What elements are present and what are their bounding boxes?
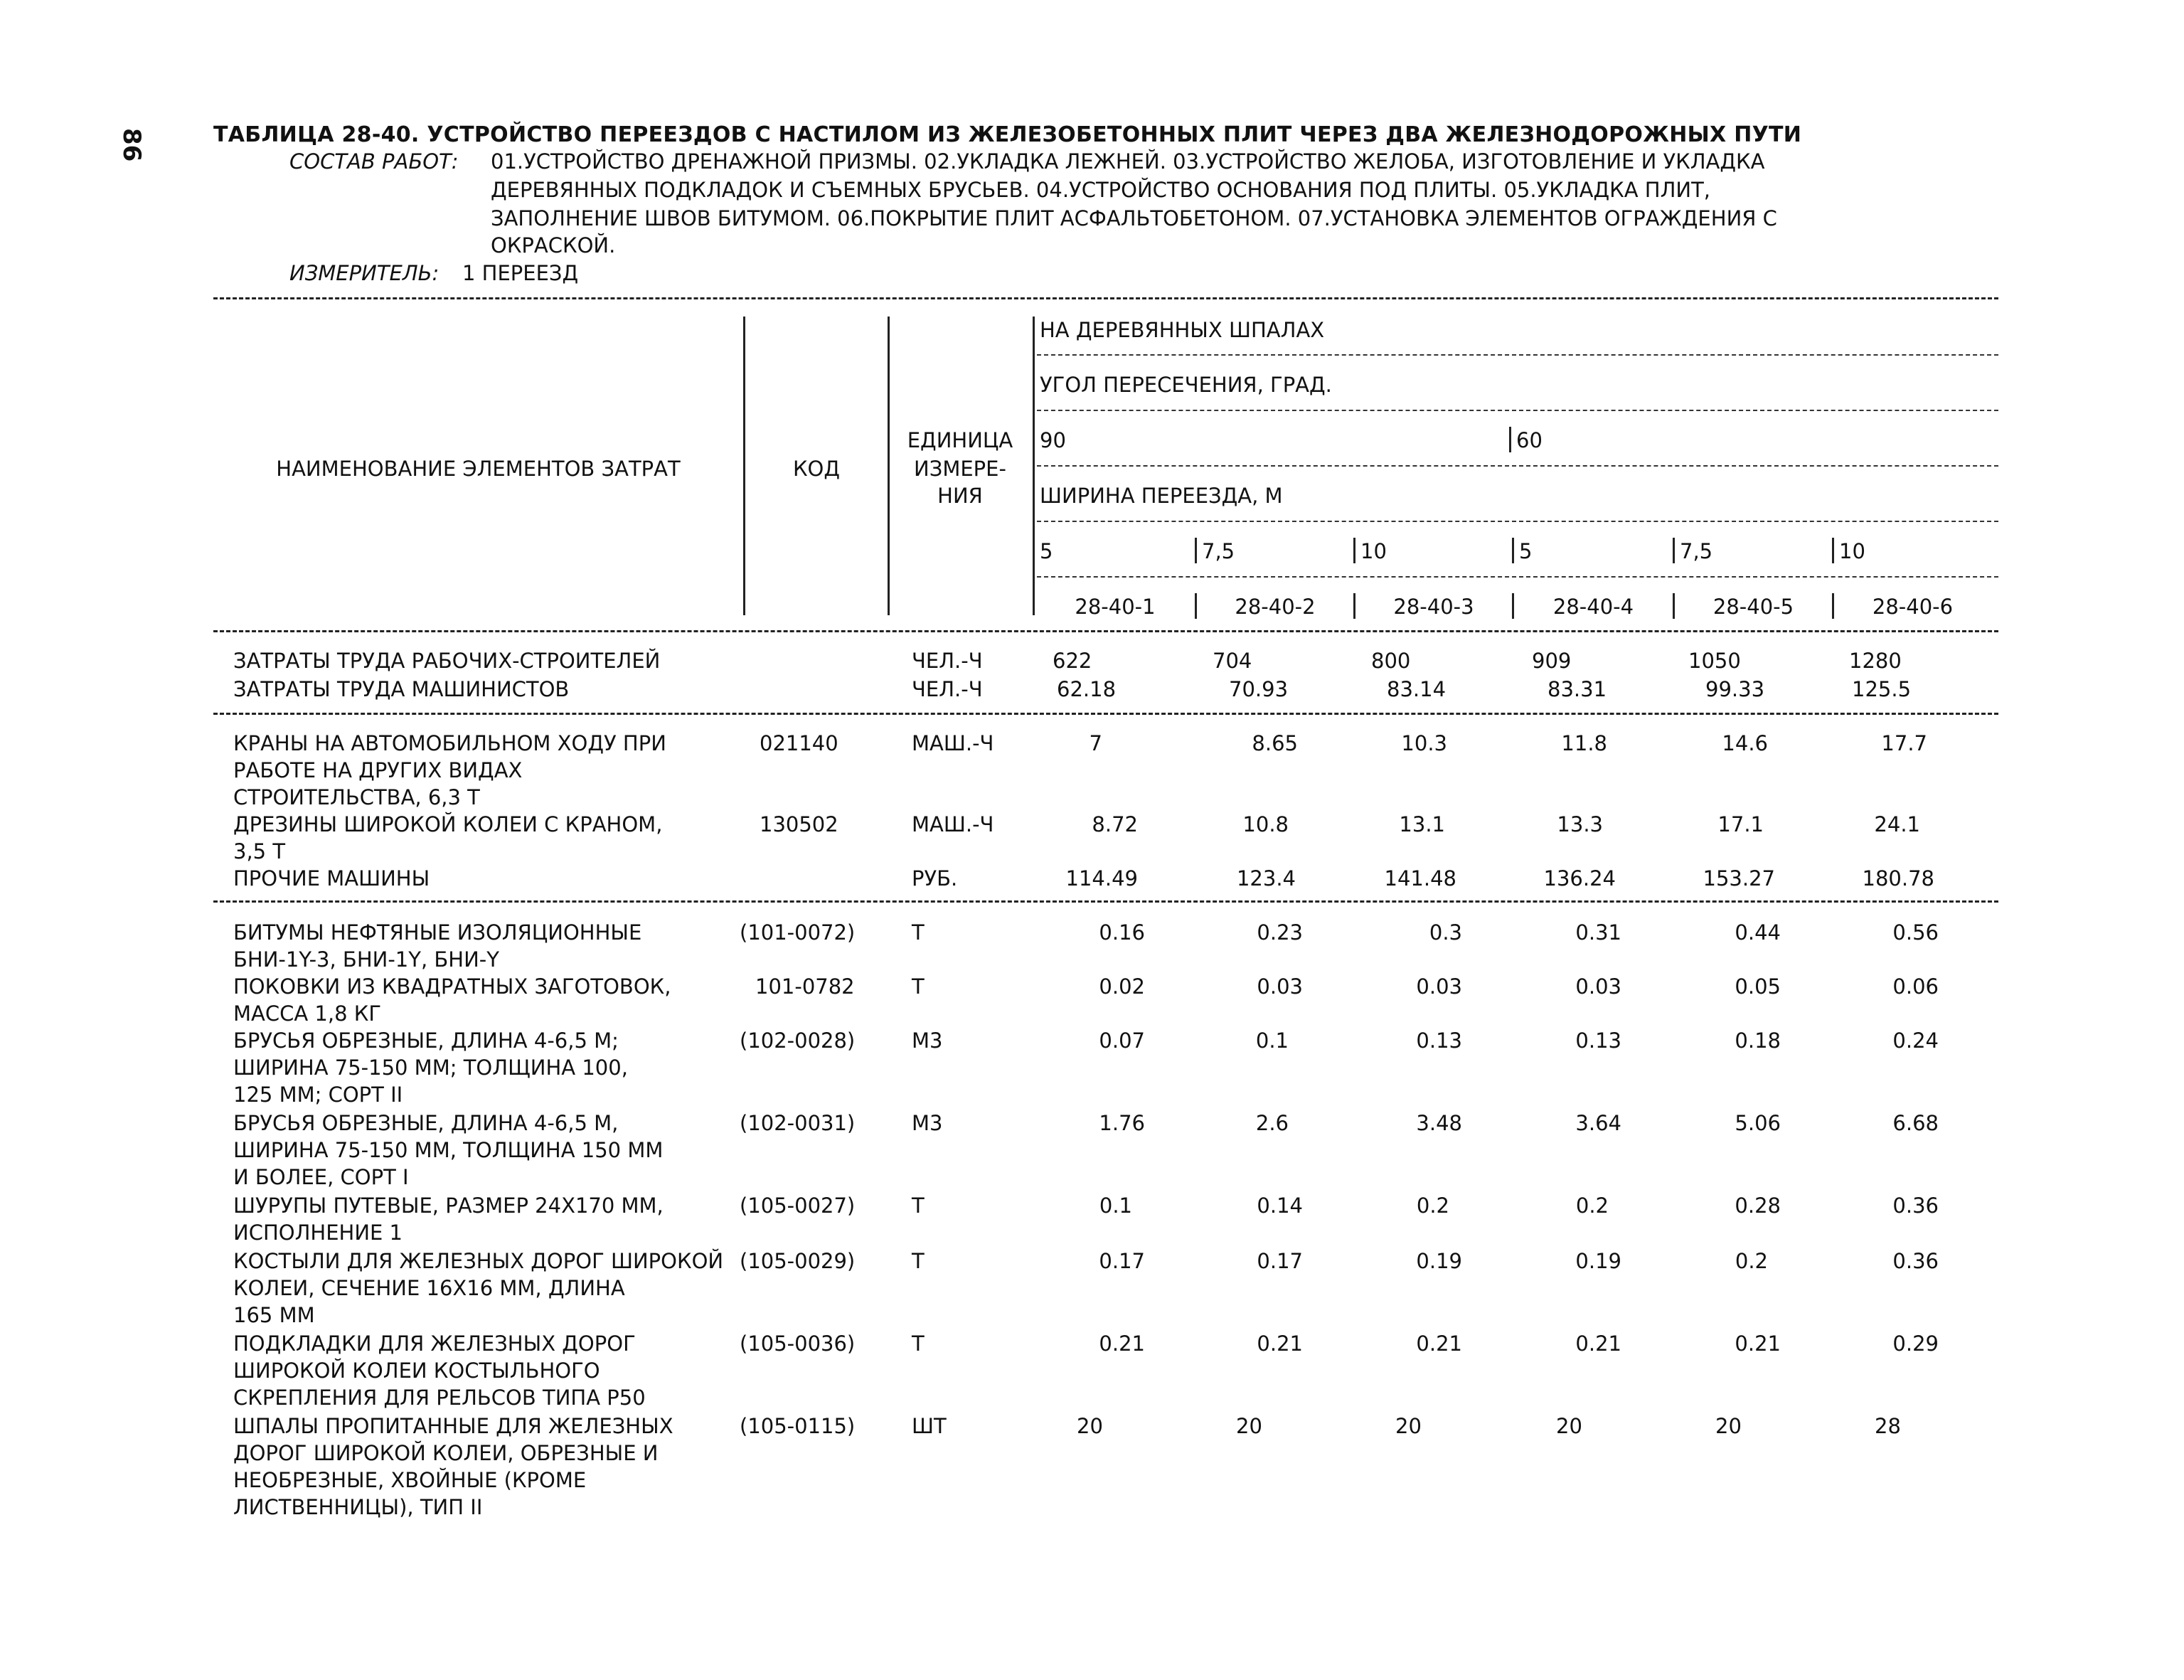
width-value-4: 5 [1519, 539, 1533, 563]
machine-row-value: 17.1 [1717, 812, 1764, 836]
material-row-value: 0.17 [1099, 1249, 1145, 1273]
material-row-code: (105-0115) [740, 1414, 856, 1438]
material-row-code: (105-0036) [740, 1331, 856, 1356]
material-row-value: 0.21 [1735, 1331, 1781, 1356]
width-divider-6 [1832, 538, 1834, 563]
header-unit-line-2: ИЗМЕРЕ- [914, 457, 1006, 481]
machine-row-value: 8.65 [1252, 731, 1298, 755]
header-bottom-rule [213, 630, 1998, 632]
width-divider-3 [1353, 538, 1355, 563]
machine-row-name: КРАНЫ НА АВТОМОБИЛЬНОМ ХОДУ ПРИ РАБОТЕ НА ДРУГИХ ВИДАХ СТРОИТЕЛЬСТВА, 6,3 Т [233, 731, 666, 809]
material-row-value: 2.6 [1255, 1111, 1289, 1135]
composition-line-3: ЗАПОЛНЕНИЕ ШВОВ БИТУМОМ. 06.ПОКРЫТИЕ ПЛИТ АСФАЛЬТОБЕТОНОМ. 07.УСТАНОВКА ЭЛЕМЕНТОВ ОГРАЖДЕНИЯ С [491, 206, 1777, 230]
labor-bottom-rule [213, 713, 1998, 715]
material-row-value: 0.21 [1257, 1331, 1303, 1356]
table-title: ТАБЛИЦА 28-40. УСТРОЙСТВО ПЕРЕЕЗДОВ С НАСТИЛОМ ИЗ ЖЕЛЕЗОБЕТОННЫХ ПЛИТ ЧЕРЕЗ ДВА ЖЕЛЕЗНОДОРОЖНЫХ ПУТИ [213, 122, 1802, 147]
composition-line-4: ОКРАСКОЙ. [491, 233, 616, 257]
material-row-value: 0.13 [1416, 1028, 1462, 1053]
machine-row-value: 180.78 [1862, 866, 1934, 890]
material-row-value: 20 [1236, 1414, 1262, 1438]
material-row-value: 0.1 [1255, 1028, 1289, 1053]
material-row-value: 0.03 [1575, 974, 1621, 999]
machine-row-value: 123.4 [1236, 866, 1296, 890]
material-row-name: БРУСЬЯ ОБРЕЗНЫЕ, ДЛИНА 4-6,5 М; ШИРИНА 75-150 ММ; ТОЛЩИНА 100, 125 ММ; СОРТ II [233, 1028, 628, 1107]
material-row-unit: ШТ [912, 1414, 947, 1438]
column-code-4: 28-40-4 [1552, 595, 1634, 619]
material-row-code: (105-0029) [740, 1249, 856, 1273]
width-value-3: 10 [1360, 539, 1387, 563]
column-code-2: 28-40-2 [1235, 595, 1316, 619]
header-angle-60: 60 [1516, 428, 1543, 452]
material-row-value: 3.64 [1575, 1111, 1621, 1135]
material-row-value: 28 [1875, 1414, 1901, 1438]
labor-row-name: ЗАТРАТЫ ТРУДА РАБОЧИХ-СТРОИТЕЛЕЙ [233, 649, 661, 673]
header-rule-2 [1037, 410, 1998, 411]
labor-row-value: 909 [1532, 649, 1572, 673]
machine-row-unit: МАШ.-Ч [912, 812, 994, 836]
machines-bottom-rule [213, 900, 1998, 903]
material-row-value: 0.14 [1257, 1193, 1303, 1218]
machine-row-unit: РУБ. [912, 866, 958, 890]
machine-row-value: 10.3 [1401, 731, 1447, 755]
labor-row-unit: ЧЕЛ.-Ч [912, 649, 983, 673]
labor-row-value: 800 [1371, 649, 1411, 673]
header-width: ШИРИНА ПЕРЕЕЗДА, М [1040, 484, 1283, 508]
header-unit-line-1: ЕДИНИЦА [907, 428, 1013, 452]
column-code-6: 28-40-6 [1872, 595, 1954, 619]
material-row-name: ПОКОВКИ ИЗ КВАДРАТНЫХ ЗАГОТОВОК, МАССА 1,8 КГ [233, 974, 671, 1026]
material-row-value: 0.28 [1735, 1193, 1781, 1218]
column-code-1: 28-40-1 [1075, 595, 1156, 619]
material-row-value: 0.18 [1735, 1028, 1781, 1053]
width-value-2: 7,5 [1202, 539, 1235, 563]
machine-row-value: 24.1 [1874, 812, 1920, 836]
material-row-value: 0.19 [1416, 1249, 1462, 1273]
material-row-value: 0.17 [1257, 1249, 1303, 1273]
material-row-code: (102-0031) [740, 1111, 856, 1135]
machine-row-value: 8.72 [1092, 812, 1138, 836]
labor-row-name: ЗАТРАТЫ ТРУДА МАШИНИСТОВ [233, 677, 570, 701]
material-row-unit: М3 [912, 1028, 943, 1053]
material-row-value: 1.76 [1099, 1111, 1145, 1135]
material-row-value: 0.05 [1735, 974, 1781, 999]
header-angle: УГОЛ ПЕРЕСЕЧЕНИЯ, ГРАД. [1040, 373, 1332, 397]
material-row-value: 0.13 [1575, 1028, 1621, 1053]
header-top-rule [213, 297, 1998, 299]
material-row-value: 0.2 [1416, 1193, 1449, 1218]
header-rule-1 [1037, 354, 1998, 356]
machine-row-value: 17.7 [1881, 731, 1927, 755]
width-divider-4 [1512, 538, 1514, 563]
page-number: 86 [117, 128, 146, 162]
labor-row-value: 62.18 [1057, 677, 1117, 701]
material-row-code: 101-0782 [755, 974, 855, 999]
material-row-value: 6.68 [1892, 1111, 1939, 1135]
header-angle-90: 90 [1040, 428, 1066, 452]
material-row-value: 20 [1715, 1414, 1742, 1438]
width-value-5: 7,5 [1680, 539, 1713, 563]
material-row-value: 0.36 [1892, 1249, 1939, 1273]
material-row-value: 0.1 [1099, 1193, 1132, 1218]
header-name-column: НАИМЕНОВАНИЕ ЭЛЕМЕНТОВ ЗАТРАТ [276, 457, 681, 481]
material-row-value: 0.03 [1416, 974, 1462, 999]
composition-label: СОСТАВ РАБОТ: [289, 149, 459, 174]
machine-row-name: ПРОЧИЕ МАШИНЫ [233, 866, 430, 890]
machine-row-value: 114.49 [1065, 866, 1138, 890]
material-row-value: 0.44 [1735, 920, 1781, 945]
material-row-value: 20 [1556, 1414, 1582, 1438]
composition-line-2: ДЕРЕВЯННЫХ ПОДКЛАДОК И СЪЕМНЫХ БРУСЬЕВ. 04.УСТРОЙСТВО ОСНОВАНИЯ ПОД ПЛИТЫ. 05.УКЛАДКА ПЛИТ, [491, 178, 1711, 202]
material-row-name: БИТУМЫ НЕФТЯНЫЕ ИЗОЛЯЦИОННЫЕ БНИ-1Y-3, БНИ-1Y, БНИ-Y [233, 920, 642, 972]
material-row-name: БРУСЬЯ ОБРЕЗНЫЕ, ДЛИНА 4-6,5 М, ШИРИНА 75-150 ММ, ТОЛЩИНА 150 ММ И БОЛЕЕ, СОРТ I [233, 1111, 664, 1189]
header-code-column: КОД [792, 457, 841, 481]
material-row-value: 0.24 [1892, 1028, 1939, 1053]
composition-line-1: 01.УСТРОЙСТВО ДРЕНАЖНОЙ ПРИЗМЫ. 02.УКЛАДКА ЛЕЖНЕЙ. 03.УСТРОЙСТВО ЖЕЛОБА, ИЗГОТОВЛЕНИЕ И УКЛАДКА [491, 149, 1765, 174]
machine-row-code: 130502 [760, 812, 838, 836]
material-row-value: 20 [1395, 1414, 1422, 1438]
labor-row-value: 1050 [1688, 649, 1741, 673]
material-row-value: 0.2 [1575, 1193, 1609, 1218]
material-row-value: 0.36 [1892, 1193, 1939, 1218]
machine-row-value: 141.48 [1384, 866, 1456, 890]
machine-row-value: 136.24 [1543, 866, 1616, 890]
material-row-value: 0.56 [1892, 920, 1939, 945]
labor-row-value: 83.31 [1548, 677, 1607, 701]
material-row-value: 0.2 [1735, 1249, 1768, 1273]
header-rule-5 [1037, 576, 1998, 578]
material-row-value: 0.07 [1099, 1028, 1145, 1053]
header-angle-divider [1509, 427, 1511, 452]
material-row-value: 0.31 [1575, 920, 1621, 945]
material-row-value: 5.06 [1735, 1111, 1781, 1135]
machine-row-value: 153.27 [1703, 866, 1775, 890]
material-row-value: 0.02 [1099, 974, 1145, 999]
material-row-value: 20 [1077, 1414, 1103, 1438]
header-rule-3 [1037, 465, 1998, 467]
measure-value: 1 ПЕРЕЕЗД [462, 261, 579, 285]
material-row-name: КОСТЫЛИ ДЛЯ ЖЕЛЕЗНЫХ ДОРОГ ШИРОКОЙ КОЛЕИ, СЕЧЕНИЕ 16Х16 ММ, ДЛИНА 165 ММ [233, 1249, 724, 1327]
machine-row-value: 13.3 [1557, 812, 1603, 836]
material-row-unit: Т [912, 1331, 925, 1356]
header-divider-values [1033, 317, 1035, 615]
column-code-3: 28-40-3 [1393, 595, 1474, 619]
labor-row-value: 704 [1213, 649, 1252, 673]
machine-row-value: 11.8 [1561, 731, 1607, 755]
header-rule-4 [1037, 521, 1998, 522]
material-row-value: 0.21 [1575, 1331, 1621, 1356]
header-unit-line-3: НИЯ [937, 484, 983, 508]
material-row-value: 0.29 [1892, 1331, 1939, 1356]
machine-row-value: 7 [1089, 731, 1102, 755]
labor-row-value: 622 [1053, 649, 1092, 673]
material-row-value: 3.48 [1416, 1111, 1462, 1135]
machine-row-value: 10.8 [1242, 812, 1289, 836]
labor-row-unit: ЧЕЛ.-Ч [912, 677, 983, 701]
material-row-value: 0.23 [1257, 920, 1303, 945]
material-row-code: (101-0072) [740, 920, 856, 945]
material-row-value: 0.21 [1416, 1331, 1462, 1356]
material-row-code: (102-0028) [740, 1028, 856, 1053]
labor-row-value: 83.14 [1387, 677, 1447, 701]
machine-row-value: 13.1 [1399, 812, 1445, 836]
width-divider-2 [1195, 538, 1197, 563]
material-row-value: 0.06 [1892, 974, 1939, 999]
labor-row-value: 1280 [1849, 649, 1902, 673]
machine-row-name: ДРЕЗИНЫ ШИРОКОЙ КОЛЕИ С КРАНОМ, 3,5 Т [233, 812, 663, 863]
width-value-6: 10 [1839, 539, 1865, 563]
column-code-5: 28-40-5 [1712, 595, 1794, 619]
material-row-name: ШПАЛЫ ПРОПИТАННЫЕ ДЛЯ ЖЕЛЕЗНЫХ ДОРОГ ШИРОКОЙ КОЛЕИ, ОБРЕЗНЫЕ И НЕОБРЕЗНЫЕ, ХВОЙНЫЕ (КРОМЕ ЛИСТВЕННИЦЫ), ТИП II [233, 1414, 673, 1519]
labor-row-value: 125.5 [1852, 677, 1912, 701]
measure-label: ИЗМЕРИТЕЛЬ: [289, 261, 440, 285]
material-row-value: 0.3 [1429, 920, 1462, 945]
machine-row-code: 021140 [760, 731, 838, 755]
material-row-unit: Т [912, 1249, 925, 1273]
labor-row-value: 99.33 [1705, 677, 1765, 701]
material-row-unit: Т [912, 974, 925, 999]
material-row-value: 0.16 [1099, 920, 1145, 945]
width-divider-5 [1673, 538, 1675, 563]
material-row-unit: М3 [912, 1111, 943, 1135]
material-row-value: 0.21 [1099, 1331, 1145, 1356]
material-row-code: (105-0027) [740, 1193, 856, 1218]
material-row-name: ПОДКЛАДКИ ДЛЯ ЖЕЛЕЗНЫХ ДОРОГ ШИРОКОЙ КОЛЕИ КОСТЫЛЬНОГО СКРЕПЛЕНИЯ ДЛЯ РЕЛЬСОВ ТИПА Р50 [233, 1331, 646, 1410]
machine-row-unit: МАШ.-Ч [912, 731, 994, 755]
width-value-1: 5 [1040, 539, 1053, 563]
header-sleepers: НА ДЕРЕВЯННЫХ ШПАЛАХ [1040, 318, 1325, 342]
material-row-value: 0.03 [1257, 974, 1303, 999]
machine-row-value: 14.6 [1722, 731, 1768, 755]
material-row-name: ШУРУПЫ ПУТЕВЫЕ, РАЗМЕР 24Х170 ММ, ИСПОЛНЕНИЕ 1 [233, 1193, 664, 1245]
material-row-value: 0.19 [1575, 1249, 1621, 1273]
material-row-unit: Т [912, 1193, 925, 1218]
labor-row-value: 70.93 [1229, 677, 1289, 701]
material-row-unit: Т [912, 920, 925, 945]
